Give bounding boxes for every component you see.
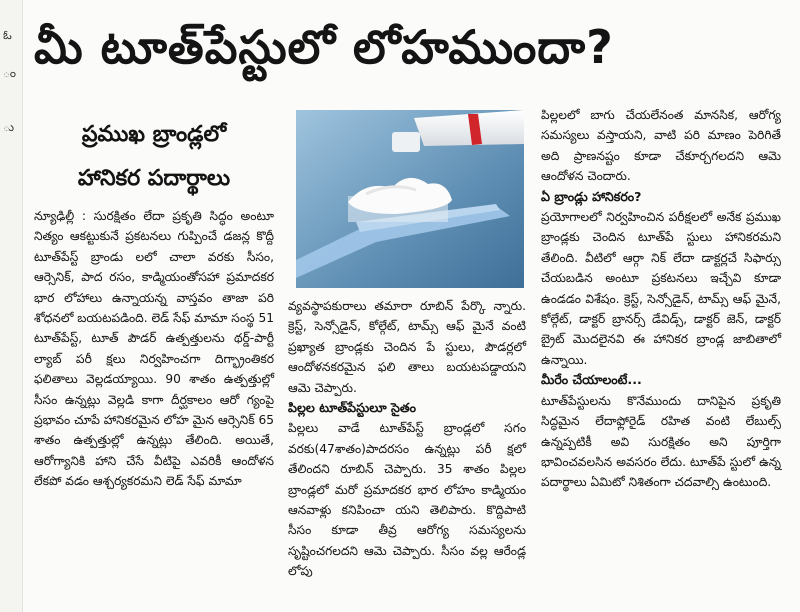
adjacent-page-edge: ఓ ం ు — [0, 0, 23, 612]
section-heading-what-to-do: మీరేం చేయాలంటే... — [541, 372, 642, 388]
subheading — [34, 113, 274, 201]
article-column-3 — [541, 105, 781, 493]
section-heading-harmful-brands: ఏ బ్రాండ్లు హానికరం? — [541, 188, 642, 204]
toothbrush-photo — [296, 110, 524, 288]
paragraph: వ్యవస్థాపకురాలు తమారా రూబిన్ పేర్కొ న్నారు. క్రెస్ట్, సెన్సోడైన్, కోల్గేట్, టామ్స్ ఆఫ్ మైనే వంటి ప్రఖ్యాత బ్రాండ్లకు చెందిన పే స్టులు, పౌడర్లలో ఆందోళనకరమైన ఫలి తాలు బయటపడ్డాయని ఆమె చెప్పారు. — [288, 299, 526, 395]
paragraph: టూత్‌పేస్టులను కొనేముందు దానిపైన ప్రకృతి సిద్ధమైన లేదాఫ్లోరైడ్ రహిత వంటి లేబుల్స్ ఉన్నప్పటికీ అవి సురక్షితం అని పూర్తిగా భావించవలసిన అవసరం లేదు. టూత్‌పే స్టులో ఉన్న పదార్థాలు ఏమిటో నిశితంగా చదవాల్సి ఉంటుంది. — [541, 393, 781, 490]
paragraph: న్యూఢిల్లీ : సురక్షితం లేదా ప్రకృతి సిద్ధం అంటూ నిత్యం ఆకట్టుకునే ప్రకటనలు గుప్పించే డజన్ల కొద్దీ టూత్‌పేస్ట్ బ్రాండు లలో చాలా వరకు సీసం, ఆర్సెనిక్, పాద రసం, కాడ్మియంతోసహా ప్రమాదకర భార లోహాలు ఉన్నాయన్న వాస్తవం తాజా పరి శోధనలో బయటపడింది. లెడ్ సేఫ్ మామా సంస్థ 51 టూత్‌పేస్ట్, టూత్ పౌడర్ ఉత్పత్తులను థర్డ్-పార్టీ ల్యాబ్ పరీ క్షలు నిర్వహించగా దిగ్భ్రాంతికర ఫలితాలు వెల్లడయ్యాయి. 90 శాతం ఉత్పత్తుల్లో సీసం ఉన్నట్లు వెల్లడి కాగా దీర్ఘకాలం ఆరో గ్యంపై ప్రభావం చూపే హానికరమైన లోహ మైన ఆర్సెనిక్ 65 శాతం ఉత్పత్తుల్లో ఉన్నట్లు తేలింది. అయితే, ఆరోగ్యానికి హాని చేసే వీటిపై ఎవరికీ ఆందోళన లేకపో వడం ఆశ్చర్యకరమని లెడ్ సేఫ్ మామా — [34, 209, 274, 489]
subheading-line-2: హానికర పదార్థాలు — [77, 166, 231, 191]
section-heading-children-toothpaste: పిల్లల టూత్‌పేస్టులూ సైతం — [288, 400, 417, 416]
paragraph: పిల్లలలో బాగు చేయలేనంత మానసిక, ఆరోగ్య సమస్యలు వస్తాయని, వాటి పరి మాణం పెరిగితే అది ప్రాణనష్టం కూడా చేకూర్చగలదని ఆమె ఆందోళన చెందారు. — [541, 108, 781, 184]
paragraph: పిల్లలు వాడే టూత్‌పేస్ట్ బ్రాండ్లలో సగం వరకు(47శాతం)పాదరసం ఉన్నట్లు పరీ క్షలో తేలిందని రూబిన్ చెప్పారు. 35 శాతం పిల్లల బ్రాండ్లలో మరో ప్రమాదకర భార లోహం కాడ్మియం ఆనవాళ్లు కనిపించా యని తెలిపారు. కొద్దిపాటి సీసం కూడా తీవ్ర ఆరోగ్య సమస్యలను సృష్టించగలదని ఆమె చెప్పారు. సీసం వల్ల ఆరేండ్ల లోపు — [288, 421, 526, 579]
article-column-2 — [288, 296, 526, 582]
article-column-1 — [34, 206, 274, 492]
subheading-line-1: ప్రముఖ బ్రాండ్లలో — [81, 122, 227, 147]
headline: మీ టూత్‌పేస్టులో లోహముందా? — [34, 20, 614, 74]
paragraph: ప్రయోగాలలో నిర్వహించిన పరీక్షలలో అనేక ప్రముఖ బ్రాండ్లకు చెందిన టూత్‌పే స్టులు హానికరమని తేలింది. వీటిలో ఆర్గా నిక్ లేదా డాక్టర్లచే సిఫార్సు చేయబడిన అంటూ ప్రకటనలు ఇచ్చేవి కూడా ఉండడం విశేషం. క్రెస్ట్, సెన్సోడైన్, టామ్స్ ఆఫ్ మైనే, కోల్గేట్, డాక్టర్ బ్రానర్స్ డేవిడ్స్, డాక్టర్ జెన్, డాక్టర్ బ్రైట్ మొదలైనవి ఈ హానికర బ్రాండ్ల జాబితాలో ఉన్నాయి. — [541, 210, 781, 367]
